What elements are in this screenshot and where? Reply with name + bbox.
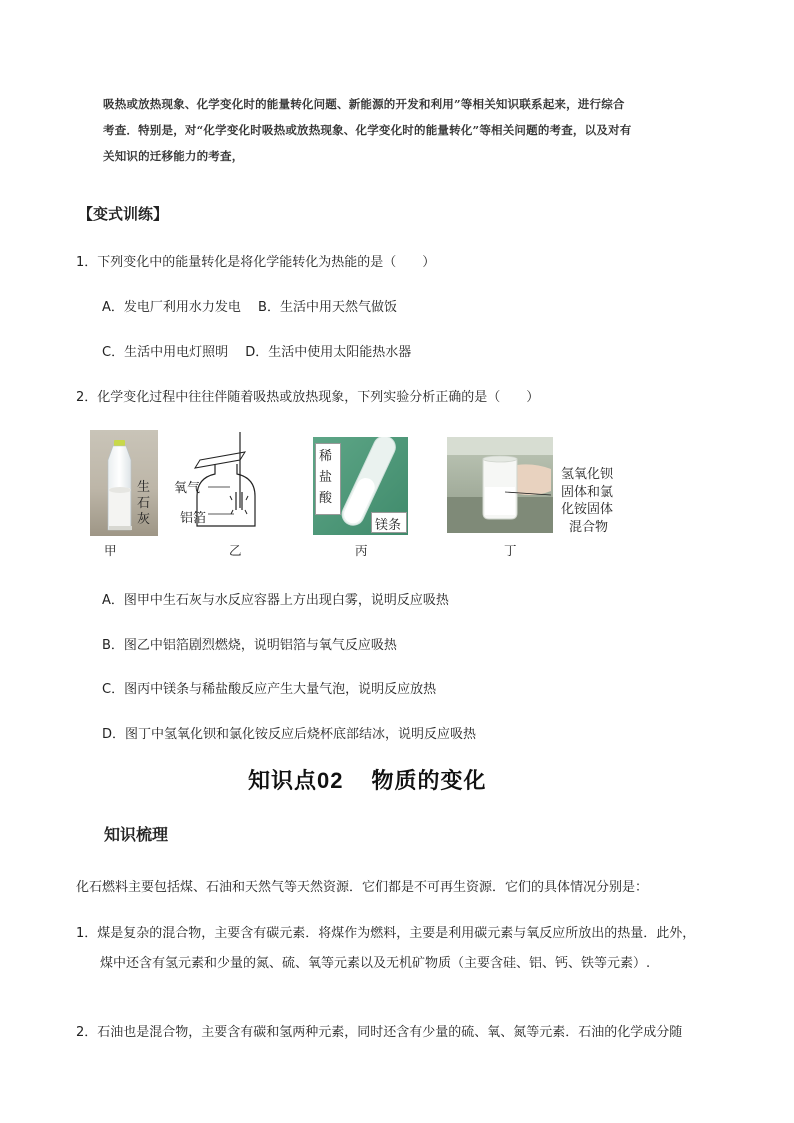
intro-line-3: 关知识的迁移能力的考查， (103, 149, 244, 163)
foil-label: 铝箔 (180, 511, 207, 526)
intro-line-2: 考查．特别是，对“化学变化时吸热或放热现象、化学变化时的能量转化”等相关问题的考查，以及对有 (103, 123, 632, 137)
acid-label-char-1: 稀 (319, 449, 333, 464)
figure-yi (170, 430, 270, 540)
question-1-options-row-2: C．生活中用电灯照明 D．生活中使用太阳能热水器 (102, 345, 412, 360)
ding-label-line-3: 化铵固体 (561, 502, 614, 517)
ding-label-line-4: 混合物 (569, 519, 609, 535)
review-item-1-line-2: 煤中还含有氢元素和少量的氮、硫、氧等元素以及无机矿物质（主要含硅、铝、钙、铁等元素）. (100, 956, 651, 971)
question-1-options-row-1: A．发电厂利用水力发电 B．生活中用天然气做饭 (102, 300, 397, 315)
question-2-option-b: B．图乙中铝箔剧烈燃烧，说明铝箔与氧气反应吸热 (102, 638, 397, 653)
question-1-stem: 1．下列变化中的能量转化是将化学能转化为热能的是（ ） (76, 255, 436, 270)
acid-label-char-3: 酸 (319, 491, 333, 506)
acid-label (319, 446, 332, 509)
beaker-photo (447, 437, 553, 533)
knowledge-point-name: 物质的变化 (371, 768, 487, 794)
question-2-option-a: A．图甲中生石灰与水反应容器上方出现白雾，说明反应吸热 (102, 593, 449, 608)
intro-line-1: 吸热或放热现象、化学变化时的能量转化问题、新能源的开发和利用”等相关知识联系起来，进行综合 (103, 97, 625, 111)
ribbon-label: 镁条 (375, 518, 402, 533)
knowledge-point-label: 知识点 (248, 768, 318, 794)
figure-bing (313, 437, 408, 535)
practice-heading: 【变式训练】 (78, 205, 169, 223)
ribbon-label-box (371, 512, 407, 533)
review-heading: 知识梳理 (104, 825, 169, 844)
ding-label-line-2: 固体和氯 (561, 484, 614, 500)
acid-label-box (315, 443, 341, 515)
oxygen-label: 氧气 (174, 481, 201, 496)
jia-label-char-2: 石 (137, 496, 151, 511)
jia-label-char-1: 生 (137, 480, 151, 495)
knowledge-point-title (248, 764, 487, 795)
caption-bing: 丙 (355, 543, 368, 558)
question-2-option-c: C．图丙中镁条与稀盐酸反应产生大量气泡，说明反应放热 (102, 682, 437, 697)
review-intro: 化石燃料主要包括煤、石油和天然气等天然资源．它们都是不可再生资源．它们的具体情况分别是： (76, 880, 649, 895)
ding-label (561, 466, 613, 536)
jia-label-char-3: 灰 (137, 512, 151, 527)
caption-yi: 乙 (229, 543, 242, 558)
caption-jia: 甲 (104, 543, 117, 558)
caption-ding: 丁 (504, 543, 517, 558)
ding-label-line-1: 氢氧化钡 (561, 467, 614, 482)
knowledge-point-number: 02 (317, 768, 344, 793)
review-item-2-line-1: 2．石油也是混合物，主要含有碳和氢两种元素，同时还含有少量的硫、氧、氮等元素．石油的化学成分随 (76, 1025, 683, 1040)
question-2-stem: 2．化学变化过程中往往伴随着吸热或放热现象，下列实验分析正确的是（ ） (76, 390, 540, 405)
figure-ding (447, 437, 553, 533)
jia-label (137, 480, 150, 528)
acid-label-char-2: 盐 (319, 470, 333, 485)
figure-jia (90, 430, 158, 536)
question-2-option-d: D．图丁中氢氧化钡和氯化铵反应后烧杯底部结冰，说明反应吸热 (102, 727, 477, 742)
review-item-1-line-1: 1．煤是复杂的混合物，主要含有碳元素．将煤作为燃料，主要是利用碳元素与氧反应所放出的热量．此外， (76, 926, 696, 941)
